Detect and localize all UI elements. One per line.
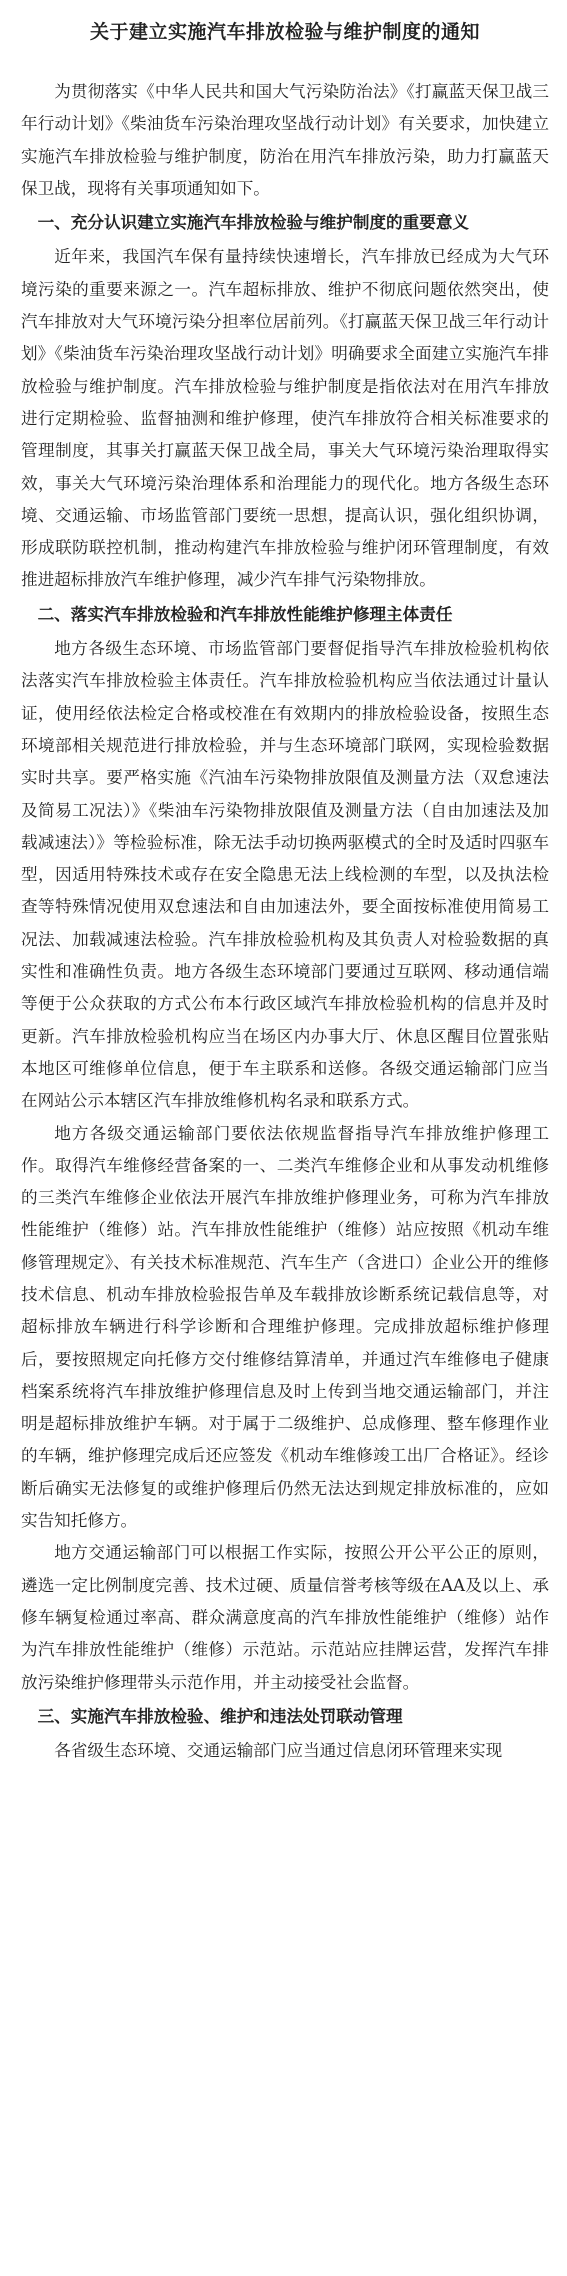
section-1-heading: 一、充分认识建立实施汽车排放检验与维护制度的重要意义 [37, 213, 470, 233]
intro-paragraph: 为贯彻落实《中华人民共和国大气污染防治法》《打赢蓝天保卫战三年行动计划》《柴油货车污染治理攻坚战行动计划》有关要求，加快建立实施汽车排放检验与维护制度，防治在用汽车排放污染，助力打赢蓝天保卫战，现将有关事项通知如下。 [21, 82, 549, 198]
document-title: 关于建立实施汽车排放检验与维护制度的通知 [89, 21, 480, 43]
section-3-paragraph-1: 各省级生态环境、交通运输部门应当通过信息闭环管理来实现 [54, 1741, 503, 1761]
section-2-paragraph-1: 地方各级生态环境、市场监管部门要督促指导汽车排放检验机构依法落实汽车排放检验主体责任。汽车排放检验机构应当依法通过计量认证，使用经依法检定合格或校准在有效期内的排放检验设备，按照生态环境部相关规范进行排放检验，并与生态环境部门联网，实现检验数据实时共享。要严格实施《汽油车污染物排放限值及测量方法（双怠速法及简易工况法）》《柴油车污染物排放限值及测量方法（自由加速法及加载减速法）》等检验标准，除无法手动切换两驱模式的全时及适时四驱车型，因适用特殊技术或存在安全隐患无法上线检测的车型，以及执法检查等特殊情况使用双怠速法和自由加速法外，要全面按标准使用简易工况法、加载减速法检验。汽车排放检验机构及其负责人对检验数据的真实性和准确性负责。地方各级生态环境部门要通过互联网、移动通信端等便于公众获取的方式公布本行政区域汽车排放检验机构的信息并及时更新。汽车排放检验机构应当在场区内办事大厅、休息区醒目位置张贴本地区可维修单位信息，便于车主联系和送修。各级交通运输部门应当在网站公示本辖区汽车排放维修机构名录和联系方式。 [21, 639, 549, 1111]
section-2-heading: 二、落实汽车排放检验和汽车排放性能维护修理主体责任 [37, 604, 453, 624]
section-1-paragraph-1: 近年来，我国汽车保有量持续快速增长，汽车排放已经成为大气环境污染的重要来源之一。汽车超标排放、维护不彻底问题依然突出，使汽车排放对大气环境污染分担率位居前列。《打赢蓝天保卫战三年行动计划》《柴油货车污染治理攻坚战行动计划》明确要求全面建立实施汽车排放检验与维护制度。汽车排放检验与维护制度是指依法对在用汽车排放进行定期检验、监督抽测和维护修理，使汽车排放符合相关标准要求的管理制度，其事关打赢蓝天保卫战全局，事关大气环境污染治理取得实效，事关大气环境污染治理体系和治理能力的现代化。地方各级生态环境、交通运输、市场监管部门要统一思想，提高认识，强化组织协调，形成联防联控机制，推动构建汽车排放检验与维护闭环管理制度，有效推进超标排放汽车维护修理，减少汽车排气污染物排放。 [21, 247, 549, 590]
section-3-heading: 三、实施汽车排放检验、维护和违法处罚联动管理 [37, 1706, 403, 1726]
section-2-paragraph-2: 地方各级交通运输部门要依法依规监督指导汽车排放维护修理工作。取得汽车维修经营备案的一、二类汽车维修企业和从事发动机维修的三类汽车维修企业依法开展汽车排放维护修理业务，可称为汽车排放性能维护（维修）站。汽车排放性能维护（维修）站应按照《机动车维修管理规定》、有关技术标准规范、汽车生产（含进口）企业公开的维修技术信息、机动车排放检验报告单及车载排放诊断系统记载信息等，对超标排放车辆进行科学诊断和合理维护修理。完成排放超标维护修理后，要按照规定向托修方交付维修结算清单，并通过汽车维修电子健康档案系统将汽车排放维护修理信息及时上传到当地交通运输部门，并注明是超标排放维护车辆。对于属于二级维护、总成修理、整车修理作业的车辆，维护修理完成后还应签发《机动车维修竣工出厂合格证》。经诊断后确实无法修复的或维护修理后仍然无法达到规定排放标准的，应如实告知托修方。 [21, 1123, 549, 1531]
section-2-paragraph-3: 地方交通运输部门可以根据工作实际，按照公开公平公正的原则，遴选一定比例制度完善、技术过硬、质量信誉考核等级在AA及以上、承修车辆复检通过率高、群众满意度高的汽车排放性能维护（维修）站作为汽车排放性能维护（维修）示范站。示范站应挂牌运营，发挥汽车排放污染维护修理带头示范作用，并主动接受社会监督。 [21, 1543, 549, 1692]
